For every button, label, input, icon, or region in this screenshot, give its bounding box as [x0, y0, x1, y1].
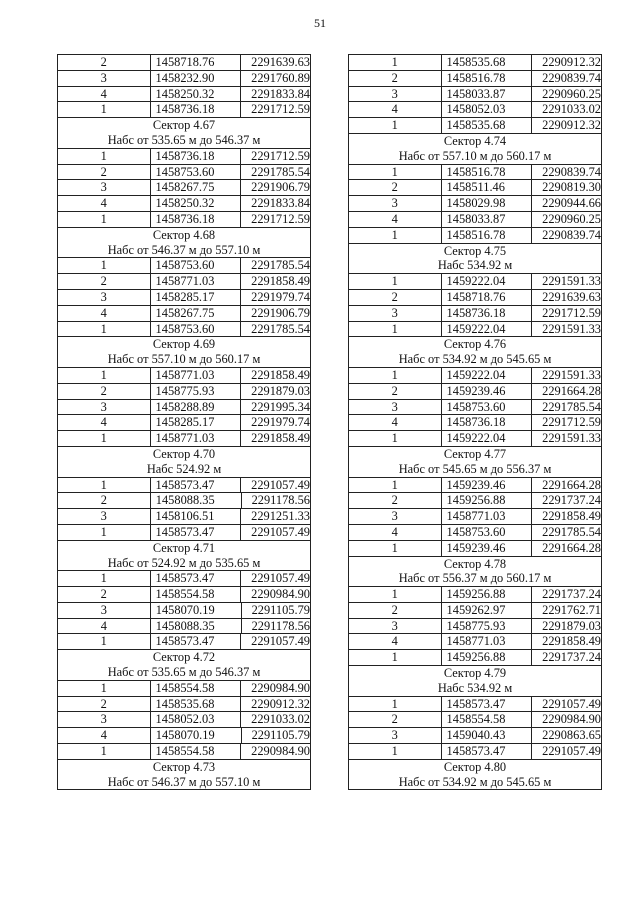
sector-title: Сектор 4.70: [152, 446, 216, 461]
table-row: [58, 681, 310, 697]
table-row: [58, 102, 310, 118]
table-row: [349, 493, 601, 509]
y-coordinate-cell: 2291833.84: [251, 86, 310, 101]
x-coordinate-cell: 1458573.47: [442, 744, 533, 759]
y-coordinate-cell: 2291833.84: [251, 196, 310, 211]
x-coordinate-cell: 1458775.93: [151, 384, 242, 399]
y-coordinate-cell: 2291785.54: [542, 399, 601, 414]
y-coordinate-cell: 2290839.74: [542, 164, 601, 179]
x-coordinate-cell: 1458511.46: [442, 180, 533, 195]
table-row: [349, 744, 601, 760]
table-row: [58, 368, 310, 384]
y-coordinate-cell: 2291664.28: [542, 477, 601, 492]
table-row: [349, 71, 601, 87]
x-coordinate-cell: 1458573.47: [151, 525, 242, 540]
table-row: [58, 431, 310, 447]
x-coordinate-cell: 1458288.89: [151, 400, 242, 415]
y-coordinate-cell: 2290912.32: [542, 55, 601, 69]
x-coordinate-cell: 1458052.03: [151, 712, 242, 727]
x-coordinate-cell: 1458033.87: [442, 212, 533, 227]
y-coordinate-cell: 2291178.56: [251, 618, 310, 633]
y-coordinate-cell: 2290960.25: [542, 86, 601, 101]
x-coordinate-cell: 1458088.35: [151, 619, 242, 634]
height-range-caption: Набс от 546.37 м до 557.10 м: [107, 774, 261, 789]
y-coordinate-cell: 2290984.90: [251, 587, 310, 602]
y-coordinate-cell: 2290819.30: [542, 180, 601, 195]
x-coordinate-cell: 1458771.03: [151, 368, 242, 383]
y-coordinate-cell: 2291858.49: [251, 431, 310, 446]
y-coordinate-cell: 2291906.79: [251, 305, 310, 320]
x-coordinate-cell: 1459256.88: [442, 650, 533, 665]
y-coordinate-cell: 2291591.33: [542, 431, 601, 446]
table-row: [349, 478, 601, 494]
y-coordinate-cell: 2290984.90: [542, 712, 601, 727]
table-row: [349, 290, 601, 306]
height-range-caption: Набс от 535.65 м до 546.37 м: [58, 665, 310, 681]
point-number-cell: 1: [349, 118, 442, 133]
y-coordinate-cell: 2291033.02: [251, 712, 310, 727]
sector-title: Сектор 4.79: [443, 666, 507, 681]
table-row: [58, 509, 310, 525]
height-range-caption: Набс 534.92 м: [349, 681, 601, 697]
y-coordinate-cell: 2291712.59: [251, 102, 310, 117]
y-coordinate-cell: 2291664.28: [542, 540, 601, 555]
y-coordinate-cell: 2291712.59: [251, 211, 310, 226]
table-row: [58, 493, 310, 509]
y-coordinate-cell: 2291979.74: [251, 289, 310, 304]
point-number-cell: 2: [58, 55, 151, 70]
sector-title: Сектор 4.74: [443, 133, 507, 148]
height-range-caption: Набс 534.92 м: [349, 258, 601, 274]
height-range-caption: Набс 524.92 м: [58, 462, 310, 478]
point-number-cell: 1: [58, 212, 151, 227]
point-number-cell: 1: [349, 541, 442, 556]
y-coordinate-cell: 2291737.24: [542, 650, 601, 665]
x-coordinate-cell: 1458250.32: [151, 196, 242, 211]
y-coordinate-cell: 2291591.33: [542, 274, 601, 289]
x-coordinate-cell: 1458753.60: [442, 525, 533, 540]
height-range-caption: Набс от 534.92 м до 545.65 м: [398, 774, 552, 789]
y-coordinate-cell: 2291785.54: [542, 524, 601, 539]
point-number-cell: 2: [349, 180, 442, 195]
y-coordinate-cell: 2290984.90: [251, 744, 310, 759]
point-number-cell: 2: [58, 587, 151, 602]
x-coordinate-cell: 1458033.87: [442, 87, 533, 102]
point-number-cell: 3: [58, 180, 151, 195]
sector-title: Сектор 4.69: [152, 337, 216, 352]
x-coordinate-cell: 1458516.78: [442, 71, 533, 86]
point-number-cell: 4: [58, 415, 151, 430]
x-coordinate-cell: 1458554.58: [442, 712, 533, 727]
table-row: [58, 322, 310, 338]
x-coordinate-cell: 1458285.17: [151, 290, 242, 305]
height-range-caption: Набс от 546.37 м до 557.10 м: [58, 243, 310, 259]
y-coordinate-cell: 2291995.34: [251, 399, 310, 414]
y-coordinate-cell: 2291858.49: [542, 634, 601, 649]
y-coordinate-cell: 2291057.49: [542, 744, 601, 759]
table-row: [58, 587, 310, 603]
table-row: [349, 603, 601, 619]
height-range-caption: Набс от 534.92 м до 545.65 м: [349, 352, 601, 368]
table-row: [349, 728, 601, 744]
y-coordinate-cell: 2290839.74: [542, 227, 601, 242]
table-row: [58, 744, 310, 760]
x-coordinate-cell: 1459256.88: [442, 587, 533, 602]
table-row: [349, 306, 601, 322]
height-range-caption: Набс от 545.65 м до 556.37 м: [349, 462, 601, 478]
x-coordinate-cell: 1458753.60: [151, 258, 242, 273]
point-number-cell: 3: [349, 619, 442, 634]
point-number-cell: 1: [58, 102, 151, 117]
table-row: [349, 228, 601, 244]
y-coordinate-cell: 2291785.54: [251, 164, 310, 179]
x-coordinate-cell: 1459239.46: [442, 478, 533, 493]
point-number-cell: 1: [349, 368, 442, 383]
point-number-cell: 1: [58, 322, 151, 337]
x-coordinate-cell: 1458516.78: [442, 165, 533, 180]
point-number-cell: 1: [349, 274, 442, 289]
y-coordinate-cell: 2291664.28: [542, 383, 601, 398]
point-number-cell: 4: [58, 619, 151, 634]
y-coordinate-cell: 2290960.25: [542, 211, 601, 226]
point-number-cell: 3: [58, 509, 151, 524]
x-coordinate-cell: 1458771.03: [442, 509, 533, 524]
x-coordinate-cell: 1458775.93: [442, 619, 533, 634]
point-number-cell: 2: [58, 165, 151, 180]
table-row: [349, 165, 601, 181]
y-coordinate-cell: 2291906.79: [251, 180, 310, 195]
table-row: [349, 180, 601, 196]
point-number-cell: 3: [58, 712, 151, 727]
x-coordinate-cell: 1458267.75: [151, 306, 242, 321]
table-row: [349, 87, 601, 103]
y-coordinate-cell: 2291591.33: [542, 367, 601, 382]
point-number-cell: 4: [58, 728, 151, 743]
table-row: [58, 258, 310, 274]
point-number-cell: 2: [349, 290, 442, 305]
sector-title: Сектор 4.71: [152, 540, 216, 555]
y-coordinate-cell: 2291858.49: [542, 509, 601, 524]
y-coordinate-cell: 2291591.33: [542, 321, 601, 336]
y-coordinate-cell: 2290944.66: [542, 196, 601, 211]
table-row: [349, 400, 601, 416]
table-row: [349, 55, 601, 71]
table-row: [349, 541, 601, 557]
table-row: [349, 587, 601, 603]
y-coordinate-cell: 2291737.24: [542, 493, 601, 508]
table-row: [349, 619, 601, 635]
sector-title: Сектор 4.68: [152, 227, 216, 242]
table-row: [349, 118, 601, 134]
x-coordinate-cell: 1458573.47: [442, 697, 533, 712]
point-number-cell: 4: [58, 196, 151, 211]
x-coordinate-cell: 1458771.03: [151, 431, 242, 446]
point-number-cell: 3: [349, 728, 442, 743]
point-number-cell: 4: [349, 634, 442, 649]
point-number-cell: 4: [349, 525, 442, 540]
y-coordinate-cell: 2290839.74: [542, 70, 601, 85]
table-row: [349, 697, 601, 713]
point-number-cell: 1: [58, 744, 151, 759]
x-coordinate-cell: 1458736.18: [442, 306, 533, 321]
x-coordinate-cell: 1458573.47: [151, 478, 242, 493]
table-row: [58, 290, 310, 306]
y-coordinate-cell: 2290984.90: [251, 680, 310, 695]
coordinates-table-right: [348, 54, 602, 790]
table-row: [58, 55, 310, 71]
coordinates-table-left: [57, 54, 311, 790]
table-row: [58, 400, 310, 416]
y-coordinate-cell: 2291760.89: [251, 70, 310, 85]
point-number-cell: 3: [58, 400, 151, 415]
y-coordinate-cell: 2291785.54: [251, 258, 310, 273]
sector-title: Сектор 4.67: [152, 118, 216, 133]
table-row: [58, 712, 310, 728]
x-coordinate-cell: 1458535.68: [151, 697, 242, 712]
x-coordinate-cell: 1459239.46: [442, 384, 533, 399]
point-number-cell: 4: [349, 415, 442, 430]
point-number-cell: 1: [58, 478, 151, 493]
point-number-cell: 4: [349, 102, 442, 117]
height-range-caption: Набс от 556.37 м до 560.17 м: [349, 571, 601, 587]
sector-title: Сектор 4.72: [152, 650, 216, 665]
point-number-cell: 3: [349, 306, 442, 321]
x-coordinate-cell: 1459262.97: [442, 603, 533, 618]
y-coordinate-cell: 2291979.74: [251, 415, 310, 430]
x-coordinate-cell: 1458285.17: [151, 415, 242, 430]
x-coordinate-cell: 1459222.04: [442, 322, 533, 337]
y-coordinate-cell: 2291639.63: [251, 55, 310, 69]
table-row: [58, 728, 310, 744]
table-row: [58, 603, 310, 619]
point-number-cell: 1: [58, 681, 151, 696]
x-coordinate-cell: 1458753.60: [442, 400, 533, 415]
y-coordinate-cell: 2291737.24: [542, 587, 601, 602]
x-coordinate-cell: 1458554.58: [151, 681, 242, 696]
table-row: [349, 525, 601, 541]
y-coordinate-cell: 2291033.02: [542, 102, 601, 117]
sector-title: Сектор 4.75: [443, 243, 507, 258]
table-row: [349, 431, 601, 447]
height-range-caption: Набс от 535.65 м до 546.37 м: [58, 133, 310, 149]
point-number-cell: 2: [349, 384, 442, 399]
point-number-cell: 1: [349, 478, 442, 493]
point-number-cell: 4: [58, 87, 151, 102]
point-number-cell: 3: [349, 509, 442, 524]
point-number-cell: 2: [58, 493, 151, 508]
point-number-cell: 1: [349, 650, 442, 665]
table-row: [349, 415, 601, 431]
point-number-cell: 1: [349, 431, 442, 446]
point-number-cell: 1: [58, 368, 151, 383]
point-number-cell: 3: [349, 400, 442, 415]
height-range-caption: Набс от 557.10 м до 560.17 м: [58, 352, 310, 368]
y-coordinate-cell: 2291712.59: [542, 415, 601, 430]
point-number-cell: 1: [349, 165, 442, 180]
point-number-cell: 1: [58, 431, 151, 446]
y-coordinate-cell: 2290912.32: [251, 696, 310, 711]
y-coordinate-cell: 2291879.03: [251, 383, 310, 398]
point-number-cell: 4: [349, 212, 442, 227]
table-row: [58, 415, 310, 431]
point-number-cell: 1: [349, 744, 442, 759]
x-coordinate-cell: 1459040.43: [442, 728, 533, 743]
x-coordinate-cell: 1459239.46: [442, 541, 533, 556]
y-coordinate-cell: 2291785.54: [251, 321, 310, 336]
x-coordinate-cell: 1458554.58: [151, 744, 242, 759]
point-number-cell: 1: [58, 258, 151, 273]
table-row: [58, 571, 310, 587]
table-row: [58, 165, 310, 181]
x-coordinate-cell: 1458070.19: [151, 728, 242, 743]
point-number-cell: 1: [58, 571, 151, 586]
point-number-cell: 1: [349, 587, 442, 602]
table-row: [58, 274, 310, 290]
x-coordinate-cell: 1458718.76: [151, 55, 242, 70]
table-row: [349, 322, 601, 338]
point-number-cell: 4: [58, 306, 151, 321]
y-coordinate-cell: 2291105.79: [251, 602, 310, 617]
table-row: [58, 697, 310, 713]
table-row: [349, 274, 601, 290]
y-coordinate-cell: 2291858.49: [251, 274, 310, 289]
page-number: 51: [314, 16, 326, 30]
sector-title: Сектор 4.80: [443, 759, 507, 774]
table-row: [58, 478, 310, 494]
y-coordinate-cell: 2291858.49: [251, 367, 310, 382]
point-number-cell: 1: [349, 228, 442, 243]
table-row: [58, 306, 310, 322]
table-row: [58, 87, 310, 103]
y-coordinate-cell: 2291712.59: [542, 305, 601, 320]
point-number-cell: 1: [58, 525, 151, 540]
y-coordinate-cell: 2291178.56: [251, 493, 310, 508]
y-coordinate-cell: 2291057.49: [542, 696, 601, 711]
x-coordinate-cell: 1458070.19: [151, 603, 242, 618]
y-coordinate-cell: 2291251.33: [251, 509, 310, 524]
point-number-cell: 2: [58, 697, 151, 712]
point-number-cell: 1: [58, 634, 151, 649]
table-row: [349, 384, 601, 400]
x-coordinate-cell: 1458753.60: [151, 165, 242, 180]
point-number-cell: 2: [349, 71, 442, 86]
x-coordinate-cell: 1459222.04: [442, 431, 533, 446]
table-row: [349, 650, 601, 666]
x-coordinate-cell: 1458753.60: [151, 322, 242, 337]
y-coordinate-cell: 2291057.49: [251, 524, 310, 539]
point-number-cell: 1: [349, 322, 442, 337]
point-number-cell: 3: [58, 603, 151, 618]
x-coordinate-cell: 1458052.03: [442, 102, 533, 117]
point-number-cell: 2: [58, 384, 151, 399]
table-row: [349, 368, 601, 384]
y-coordinate-cell: 2290912.32: [542, 118, 601, 133]
x-coordinate-cell: 1458554.58: [151, 587, 242, 602]
table-row: [58, 384, 310, 400]
x-coordinate-cell: 1459222.04: [442, 368, 533, 383]
point-number-cell: 1: [349, 697, 442, 712]
x-coordinate-cell: 1458736.18: [442, 415, 533, 430]
x-coordinate-cell: 1458267.75: [151, 180, 242, 195]
point-number-cell: 3: [58, 71, 151, 86]
x-coordinate-cell: 1459256.88: [442, 493, 533, 508]
x-coordinate-cell: 1458250.32: [151, 87, 242, 102]
x-coordinate-cell: 1458106.51: [151, 509, 242, 524]
x-coordinate-cell: 1459222.04: [442, 274, 533, 289]
table-row: [349, 509, 601, 525]
x-coordinate-cell: 1458736.18: [151, 102, 242, 117]
height-range-caption: Набс от 524.92 м до 535.65 м: [58, 556, 310, 572]
x-coordinate-cell: 1458535.68: [442, 118, 533, 133]
sector-title: Сектор 4.77: [443, 446, 507, 461]
x-coordinate-cell: 1458736.18: [151, 149, 242, 164]
x-coordinate-cell: 1458029.98: [442, 196, 533, 211]
table-row: [58, 619, 310, 635]
table-row: [58, 525, 310, 541]
point-number-cell: 2: [349, 603, 442, 618]
sector-title: Сектор 4.73: [152, 759, 216, 774]
y-coordinate-cell: 2291057.49: [251, 477, 310, 492]
point-number-cell: 2: [349, 493, 442, 508]
table-row: [58, 634, 310, 650]
point-number-cell: 3: [58, 290, 151, 305]
point-number-cell: 2: [58, 274, 151, 289]
point-number-cell: 1: [349, 55, 442, 70]
sector-title: Сектор 4.78: [443, 556, 507, 571]
table-row: [58, 71, 310, 87]
x-coordinate-cell: 1458736.18: [151, 212, 242, 227]
sector-title: Сектор 4.76: [443, 337, 507, 352]
table-row: [349, 196, 601, 212]
point-number-cell: 3: [349, 196, 442, 211]
table-row: [349, 102, 601, 118]
table-row: [349, 634, 601, 650]
y-coordinate-cell: 2291057.49: [251, 571, 310, 586]
table-row: [58, 212, 310, 228]
point-number-cell: 2: [349, 712, 442, 727]
height-range-caption: Набс от 557.10 м до 560.17 м: [349, 149, 601, 165]
x-coordinate-cell: 1458771.03: [151, 274, 242, 289]
x-coordinate-cell: 1458771.03: [442, 634, 533, 649]
x-coordinate-cell: 1458573.47: [151, 571, 242, 586]
x-coordinate-cell: 1458573.47: [151, 634, 242, 649]
y-coordinate-cell: 2291879.03: [542, 618, 601, 633]
x-coordinate-cell: 1458535.68: [442, 55, 533, 70]
table-row: [58, 196, 310, 212]
x-coordinate-cell: 1458232.90: [151, 71, 242, 86]
y-coordinate-cell: 2290863.65: [542, 728, 601, 743]
x-coordinate-cell: 1458516.78: [442, 228, 533, 243]
y-coordinate-cell: 2291712.59: [251, 148, 310, 163]
y-coordinate-cell: 2291105.79: [251, 728, 310, 743]
point-number-cell: 1: [58, 149, 151, 164]
x-coordinate-cell: 1458718.76: [442, 290, 533, 305]
y-coordinate-cell: 2291057.49: [251, 634, 310, 649]
y-coordinate-cell: 2291762.71: [542, 602, 601, 617]
table-row: [58, 180, 310, 196]
point-number-cell: 3: [349, 87, 442, 102]
x-coordinate-cell: 1458088.35: [151, 493, 242, 508]
table-row: [58, 149, 310, 165]
table-row: [349, 712, 601, 728]
y-coordinate-cell: 2291639.63: [542, 289, 601, 304]
table-row: [349, 212, 601, 228]
